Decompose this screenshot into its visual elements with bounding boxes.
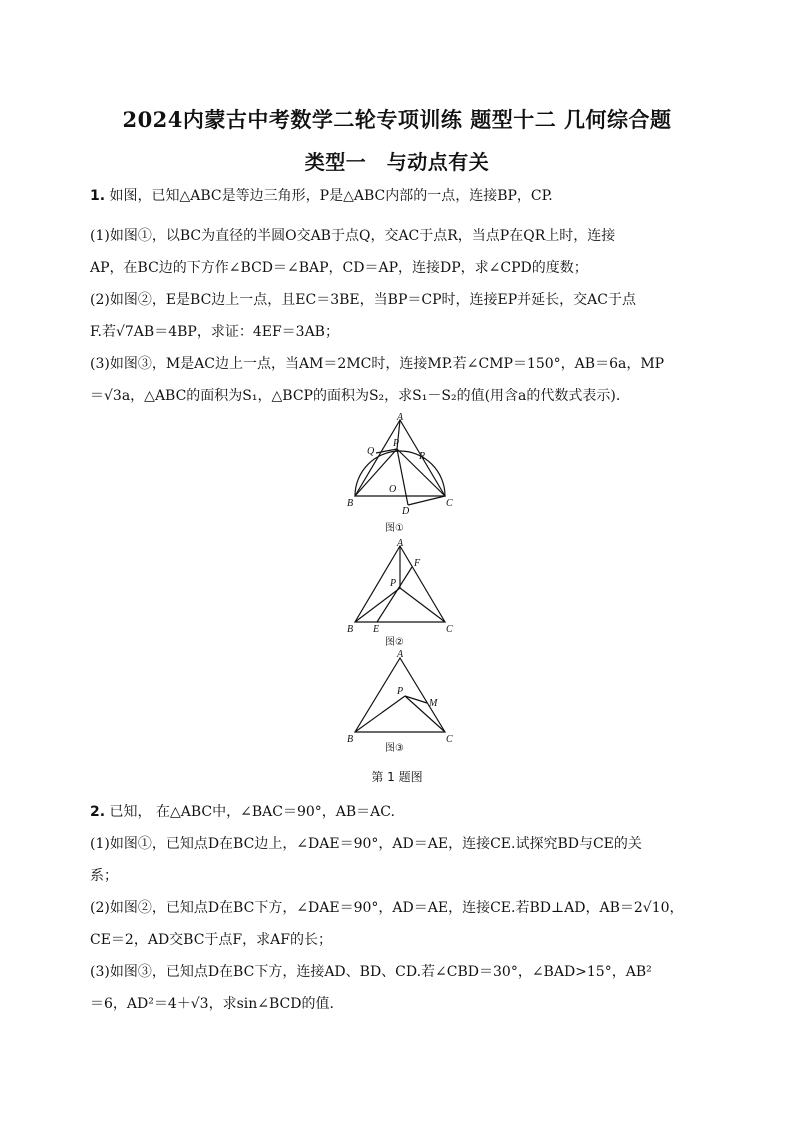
- section-title: 类型一 与动点有关: [304, 150, 490, 174]
- fig3-label-p: P: [397, 686, 404, 697]
- fig1-label-p: P: [393, 438, 400, 449]
- q1-part2-line2: F.若√7AB＝4BP，求证：4EF＝3AB；: [90, 324, 339, 340]
- fig1-caption: 图①: [385, 523, 404, 534]
- fig2-label-p: P: [390, 578, 397, 589]
- fig2-caption: 图②: [385, 637, 404, 648]
- q2-intro-text: 已知， 在△ABC中，∠BAC＝90°，AB＝AC.: [105, 804, 395, 820]
- fig3-label-c: C: [446, 734, 453, 745]
- fig2-label-f: F: [414, 558, 421, 569]
- q2-part3-line1: (3)如图③，已知点D在BC下方，连接AD、BD、CD.若∠CBD＝30°，∠BAD>15°，AB²: [90, 964, 652, 980]
- figure-3: [345, 648, 455, 760]
- fig2-label-a: A: [397, 538, 404, 549]
- figure-2: [345, 538, 455, 650]
- q1-part2-line1: (2)如图②，E是BC边上一点，且EC＝3BE，当BP＝CP时，连接EP并延长，交AC于点: [90, 292, 636, 308]
- fig2-label-b: B: [347, 624, 354, 635]
- q2-part1-line1: (1)如图①，已知点D在BC边上，∠DAE＝90°，AD＝AE，连接CE.试探究BD与CE的关: [90, 836, 642, 852]
- q2-part3-line2: ＝6，AD²＝4＋√3，求sin∠BCD的值.: [90, 996, 334, 1012]
- fig1-label-o: O: [389, 484, 397, 495]
- fig3-label-b: B: [347, 734, 354, 745]
- q2-number: 2.: [90, 804, 106, 820]
- q1-part3-line2: ＝√3a，△ABC的面积为S₁，△BCP的面积为S₂，求S₁－S₂的值(用含a的代数式表示).: [90, 388, 621, 404]
- fig3-label-m: M: [429, 698, 438, 709]
- fig2-label-c: C: [446, 624, 453, 635]
- fig1-label-a: A: [397, 412, 404, 423]
- q2-part2-line1: (2)如图②，已知点D在BC下方，∠DAE＝90°，AD＝AE，连接CE.若BD⊥AD，AB＝2√10，: [90, 900, 684, 916]
- fig1-label-c: C: [446, 498, 453, 509]
- q1-part1-line1: (1)如图①，以BC为直径的半圆O交AB于点Q，交AC于点R，当点P在QR上时，连接: [90, 228, 616, 244]
- fig1-label-d: D: [402, 506, 410, 517]
- q1-part1-line2: AP，在BC边的下方作∠BCD＝∠BAP，CD＝AP，连接DP，求∠CPD的度数；: [90, 260, 588, 276]
- q2-intro: [90, 802, 710, 822]
- page-title: 2024内蒙古中考数学二轮专项训练 题型十二 几何综合题: [122, 107, 672, 132]
- fig2-label-e: E: [373, 624, 380, 635]
- fig1-label-b: B: [347, 498, 354, 509]
- q2-part2-line2: CE＝2，AD交BC于点F，求AF的长；: [90, 932, 332, 948]
- q1-intro: [90, 186, 710, 206]
- q1-intro-text: 如图，已知△ABC是等边三角形，P是△ABC内部的一点，连接BP，CP.: [105, 188, 553, 204]
- fig1-label-r: R: [419, 451, 426, 462]
- q1-part3-line1: (3)如图③，M是AC边上一点，当AM＝2MC时，连接MP.若∠CMP＝150°，AB＝6a，MP: [90, 356, 665, 372]
- q2-part1-line2: 系；: [90, 868, 118, 884]
- q1-number: 1.: [90, 188, 106, 204]
- fig3-label-a: A: [397, 649, 404, 660]
- figure-1: [345, 410, 455, 538]
- fig1-label-q: Q: [367, 446, 375, 457]
- fig3-caption: 图③: [385, 743, 404, 754]
- q1-figure-caption: 第 1 题图: [371, 770, 423, 784]
